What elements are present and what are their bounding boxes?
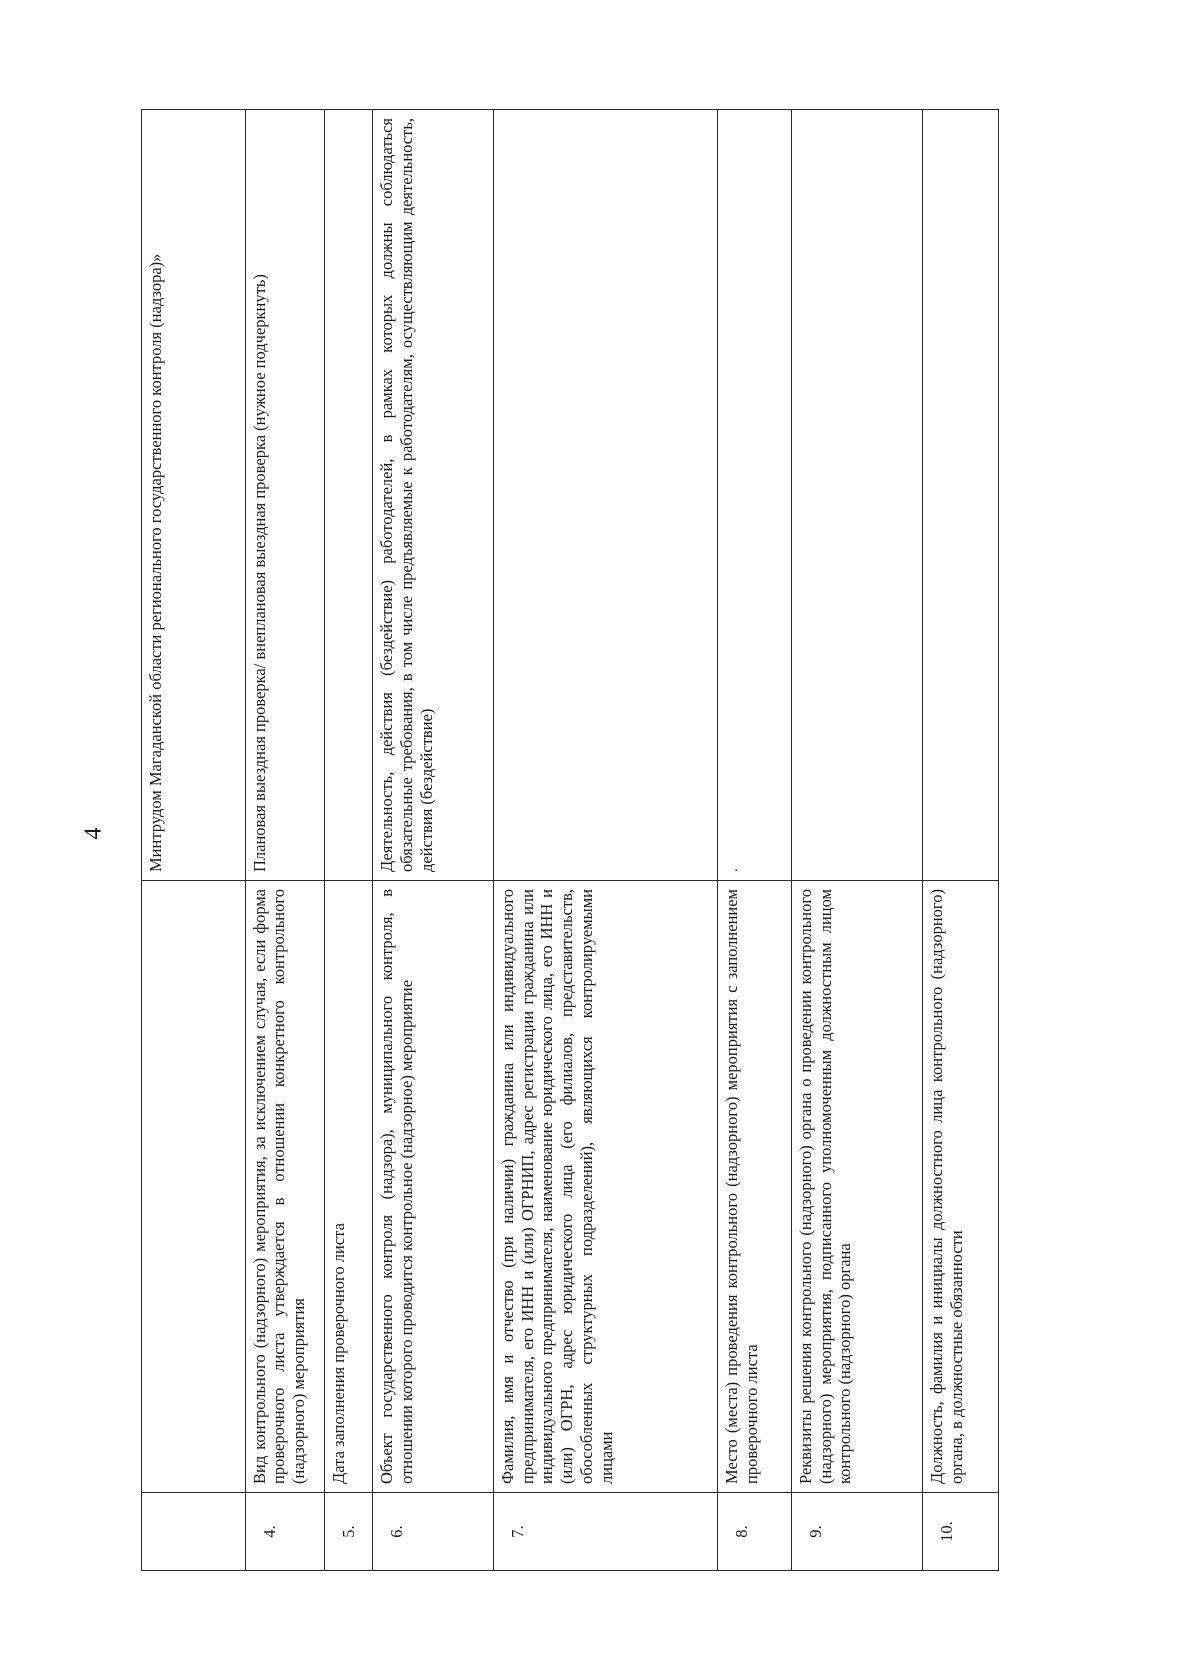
- table-row: [718, 110, 791, 1571]
- table-row: [923, 110, 999, 1571]
- table-row: [142, 110, 246, 1571]
- row-value: Плановая выездная проверка/ внеплановая выездная проверка (нужное подчеркнуть): [245, 110, 325, 881]
- row-label: Объект государственного контроля (надзора), муниципального контроля, в отношении которого проводится контрольное (надзорное) мероприятие: [372, 881, 493, 1493]
- row-number: 7.: [493, 1493, 718, 1571]
- table-row: [372, 110, 493, 1571]
- row-label: Фамилия, имя и отчество (при наличии) гражданина или индивидуального предпринимателя, его ИНН и (или) ОГРНИП, адрес регистрации гражданина или индивидуального предпринимателя, наименование юридического лица, его ИНН и (или) ОГРН, адрес юридического лица (его филиалов, представительств, обособленных структурных подразделений), являющихся контролируемыми лицами: [493, 881, 718, 1493]
- row-number: 10.: [923, 1493, 999, 1571]
- checklist-table: [141, 109, 999, 1571]
- row-label: Реквизиты решения контрольного (надзорного) органа о проведении контрольного (надзорного) мероприятия, подписанного уполномоченным должностным лицом контрольного (надзорного) органа: [791, 881, 923, 1493]
- table-row: [245, 110, 325, 1571]
- rotated-table-inner: [141, 110, 999, 1571]
- row-label: [142, 881, 246, 1493]
- stray-mark: .: [726, 868, 742, 872]
- row-number: 8.: [718, 1493, 791, 1571]
- row-value: [718, 110, 791, 881]
- row-value: Деятельность, действия (бездействие) работодателей, в рамках которых должны соблюдаться обязательные требования, в том числе предъявляемые к работодателям, осуществляющим деятельность, действия (бездействие): [372, 110, 493, 881]
- table-row: [493, 110, 718, 1571]
- row-label: Место (места) проведения контрольного (надзорного) мероприятия с заполнением проверочного листа: [718, 881, 791, 1493]
- row-value: [493, 110, 718, 881]
- row-number: 9.: [791, 1493, 923, 1571]
- row-value: Минтрудом Магаданской области регионального государственного контроля (надзора)»: [142, 110, 246, 881]
- row-label: Должность, фамилия и инициалы должностного лица контрольного (надзорного) органа, в должностные обязанности: [923, 881, 999, 1493]
- row-label: Вид контрольного (надзорного) мероприятия, за исключением случая, если форма проверочного листа утверждается в отношении конкретного контрольного (надзорного) мероприятия: [245, 881, 325, 1493]
- row-value: [923, 110, 999, 881]
- table-row: [325, 110, 372, 1571]
- rotated-table-wrapper: [141, 110, 999, 1571]
- row-number: 4.: [245, 1493, 325, 1571]
- table-row: [791, 110, 923, 1571]
- row-number: [142, 1493, 246, 1571]
- row-value: [325, 110, 372, 881]
- row-label: Дата заполнения проверочного листа: [325, 881, 372, 1493]
- row-value: [791, 110, 923, 881]
- page-number: 4: [80, 827, 107, 840]
- row-number: 5.: [325, 1493, 372, 1571]
- row-number: 6.: [372, 1493, 493, 1571]
